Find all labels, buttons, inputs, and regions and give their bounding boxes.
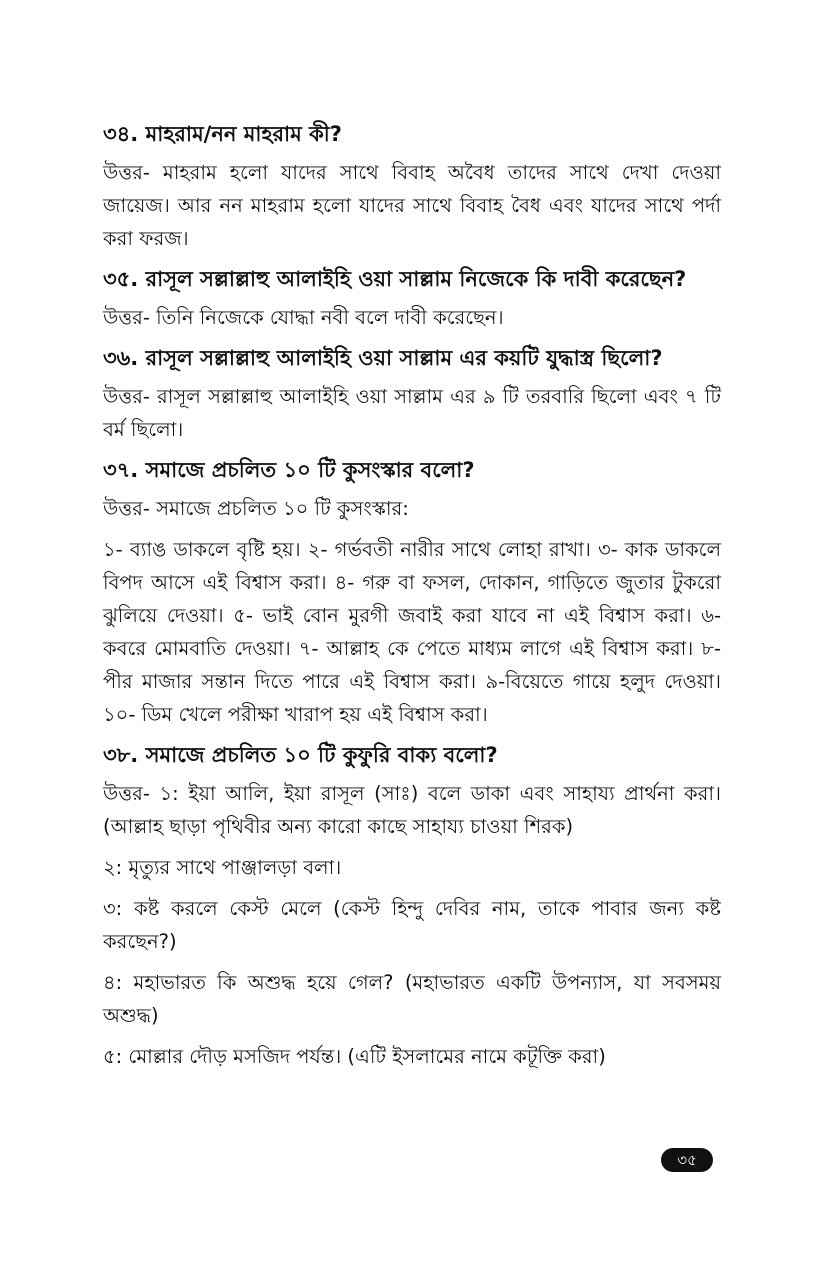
answer-paragraph: উত্তর- মাহরাম হলো যাদের সাথে বিবাহ অবৈধ তাদের সাথে দেখা দেওয়া জায়েজ। আর নন মাহরাম হলো যাদের সাথে বিবাহ বৈধ এবং যাদের সাথে পর্দা করা ফরজ। (103, 161, 721, 250)
superstition-list: ১- ব্যাঙ ডাকলে বৃষ্টি হয়। ২- গর্ভবতী নারীর সাথে লোহা রাখা। ৩- কাক ডাকলে বিপদ আসে এই বিশ্বাস করা। ৪- গরু বা ফসল, দোকান, গাড়িতে জুতার টুকরো ঝুলিয়ে দেওয়া। ৫- ভাই বোন মুরগী জবাই করা যাবে না এই বিশ্বাস করা। ৬- কবরে মোমবাতি দেওয়া। ৭- আল্লাহ কে পেতে মাধ্যম লাগে এই বিশ্বাস করা। ৮- পীর মাজার সন্তান দিতে পারে এই বিশ্বাস করা। ৯-বিয়েতে গায়ে হলুদ দেওয়া। ১০- ডিম খেলে পরীক্ষা খারাপ হয় এই বিশ্বাস করা। (103, 538, 721, 726)
page-number-badge: ৩৫ (661, 1148, 713, 1172)
kufri-item-5: ৫: মোল্লার দৌড় মসজিদ পর্যন্ত। (এটি ইসলামের নামে কটূক্তি করা) (103, 1045, 606, 1068)
question-heading: ৩৭. সমাজে প্রচলিত ১০ টি কুসংস্কার বলো? (103, 458, 475, 482)
qa-block-35 (103, 263, 721, 334)
answer-paragraph: উত্তর- ১: ইয়া আলি, ইয়া রাসূল (সাঃ) বলে ডাকা এবং সাহায্য প্রার্থনা করা। (আল্লাহ ছাড়া পৃথিবীর অন্য কারো কাছে সাহায্য চাওয়া শিরক) (103, 782, 721, 838)
qa-block-38 (103, 739, 721, 1073)
qa-block-34 (103, 118, 721, 255)
kufri-item-2: ২: মৃত্যুর সাথে পাঞ্জালড়া বলা। (103, 856, 342, 879)
question-heading: ৩৪. মাহরাম/নন মাহরাম কী? (103, 122, 342, 146)
qa-block-37 (103, 454, 721, 731)
question-heading: ৩৮. সমাজে প্রচলিত ১০ টি কুফুরি বাক্য বলো? (103, 743, 498, 767)
kufri-item-3: ৩: কষ্ট করলে কেস্ট মেলে (কেস্ট হিন্দু দেবির নাম, তাকে পাবার জন্য কষ্ট করছেন?) (103, 897, 721, 953)
answer-paragraph: উত্তর- সমাজে প্রচলিত ১০ টি কুসংস্কার: (103, 497, 409, 520)
kufri-item-4: ৪: মহাভারত কি অশুদ্ধ হয়ে গেল? (মহাভারত একটি উপন্যাস, যা সবসময় অশুদ্ধ) (103, 971, 721, 1027)
question-heading: ৩৬. রাসূল সল্লাল্লাহু আলাইহি ওয়া সাল্লাম এর কয়টি যুদ্ধাস্ত্র ছিলো? (103, 346, 663, 370)
page-body (103, 118, 721, 1081)
question-heading: ৩৫. রাসূল সল্লাল্লাহু আলাইহি ওয়া সাল্লাম নিজেকে কি দাবী করেছেন? (103, 267, 687, 291)
answer-paragraph: উত্তর- রাসূল সল্লাল্লাহু আলাইহি ওয়া সাল্লাম এর ৯ টি তরবারি ছিলো এবং ৭ টি বর্ম ছিলো। (103, 385, 721, 441)
qa-block-36 (103, 342, 721, 446)
answer-paragraph: উত্তর- তিনি নিজেকে যোদ্ধা নবী বলে দাবী করেছেন। (103, 306, 504, 329)
